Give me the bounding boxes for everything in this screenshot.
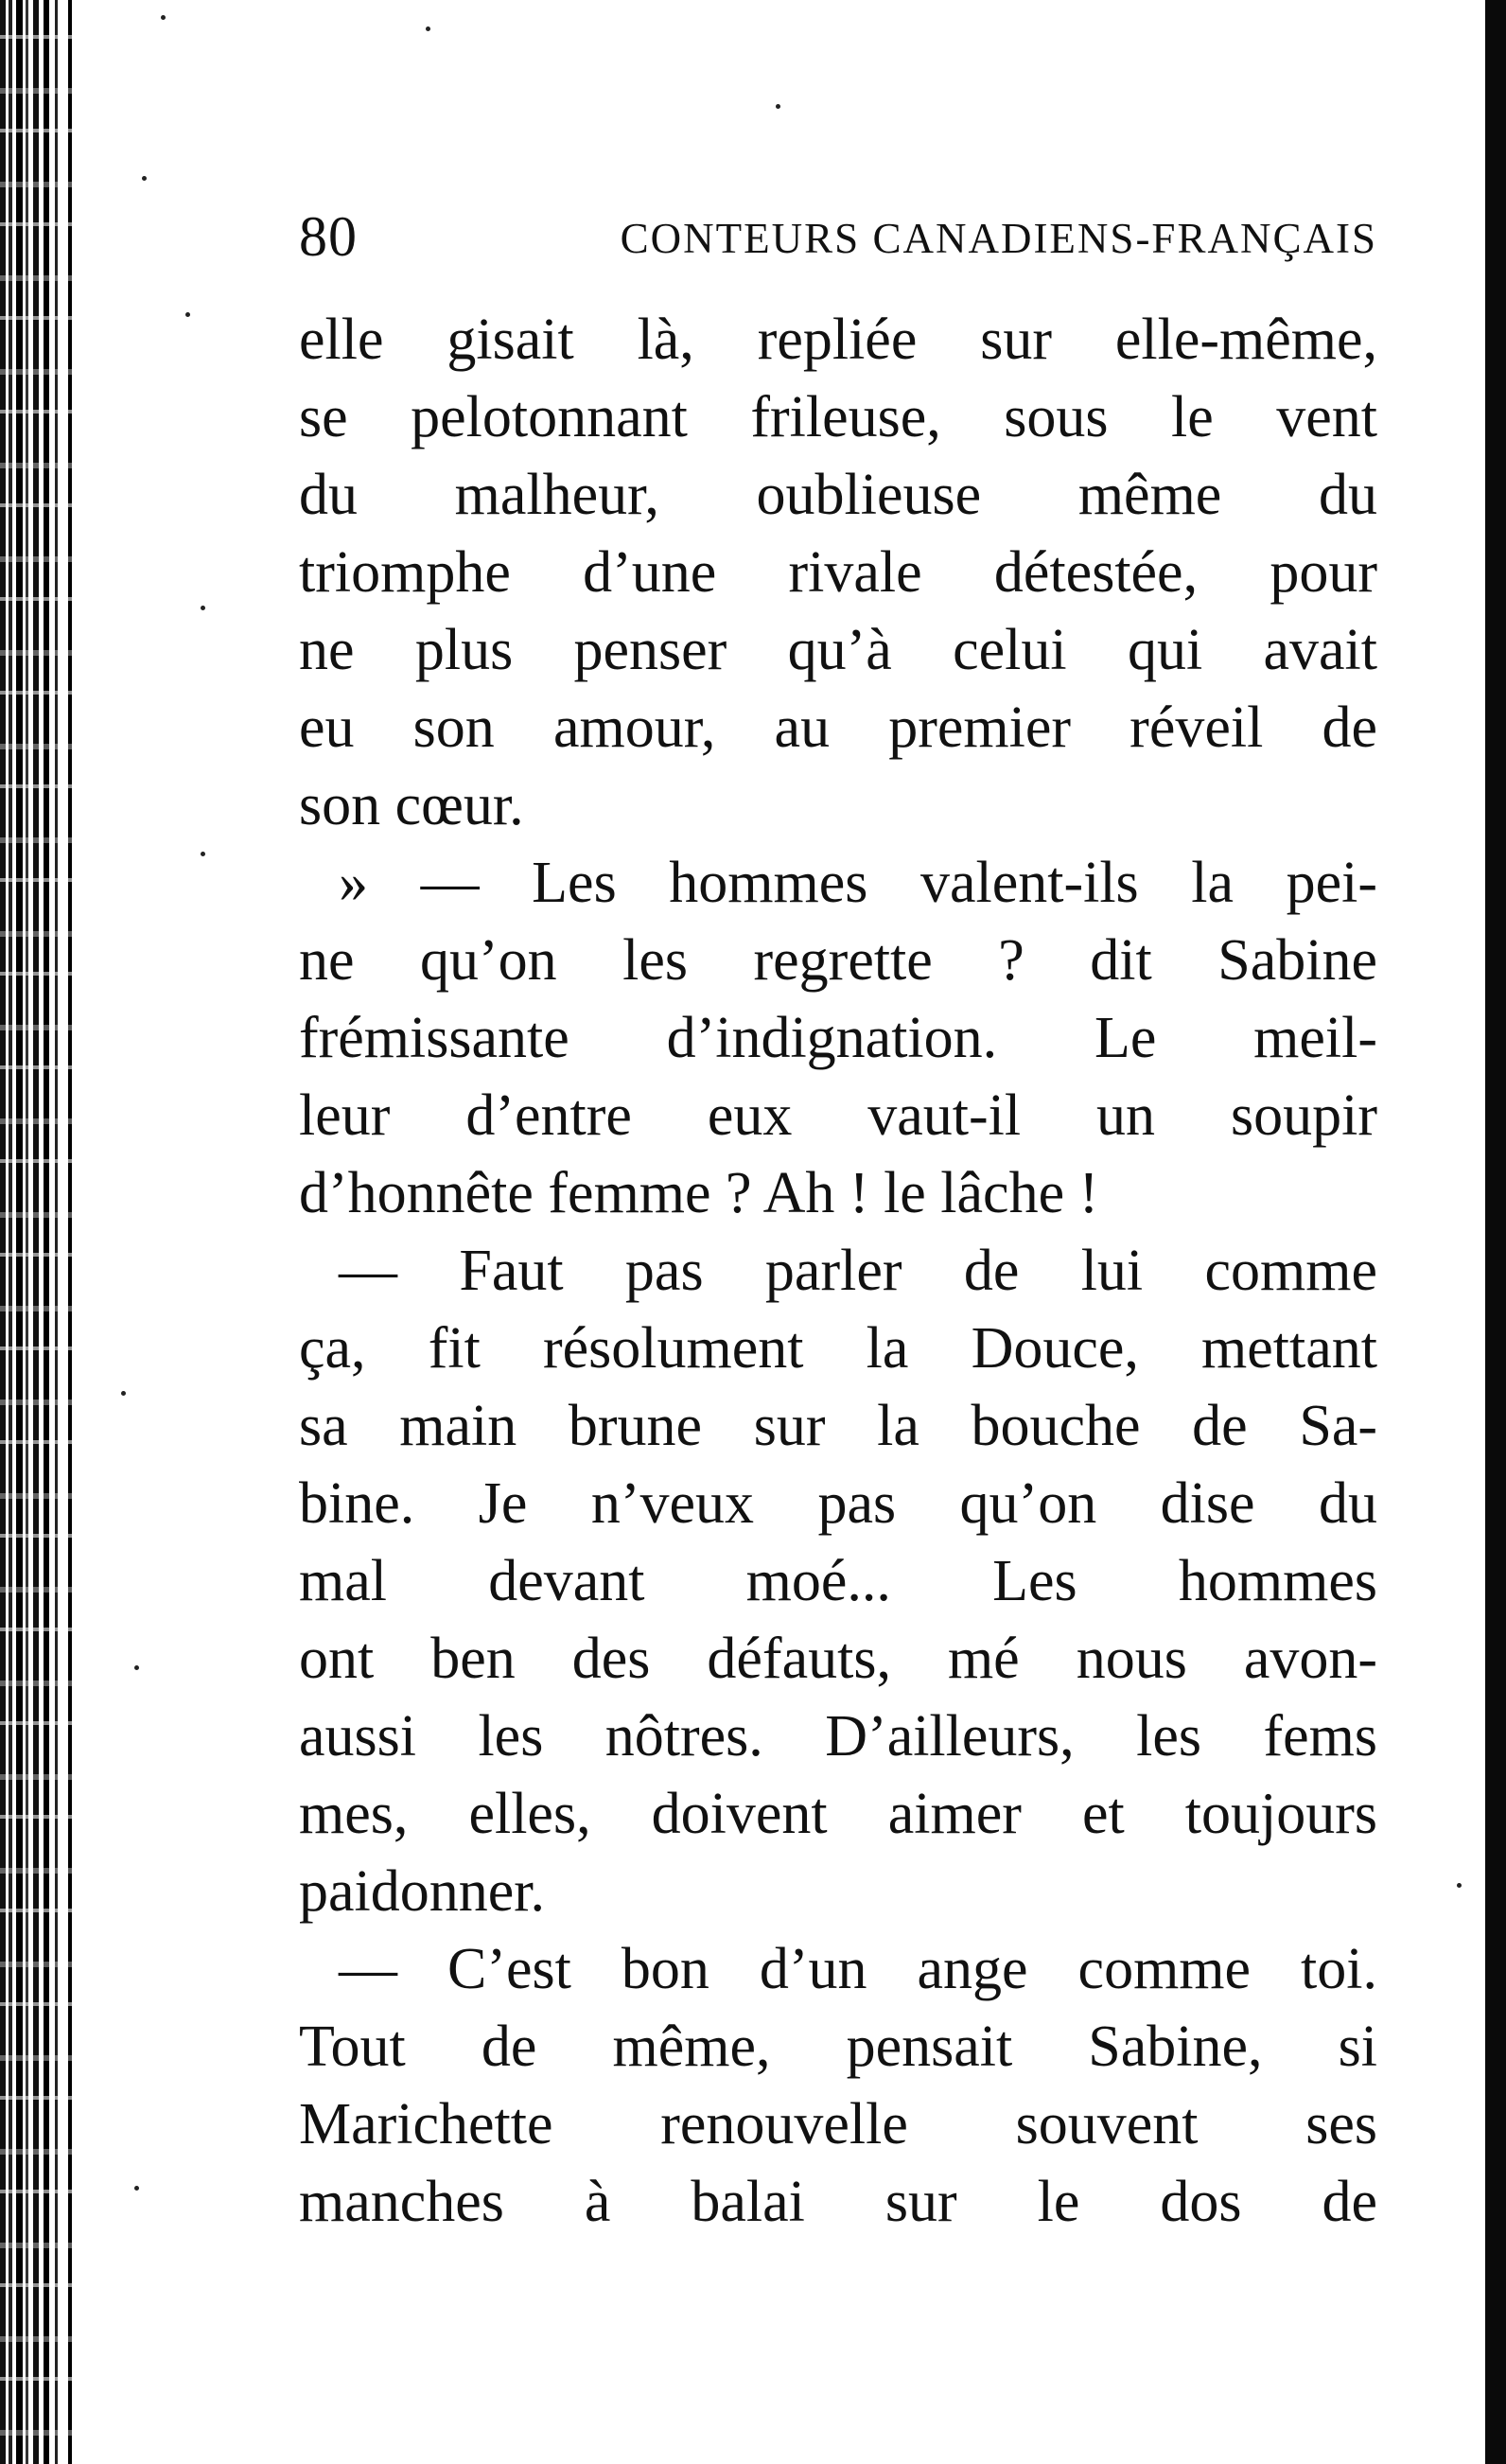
text-line: » — Les hommes valent-ils la pei- [339,851,1377,915]
text-line: mes, elles, doivent aimer et toujours [299,1782,1377,1846]
scanned-gutter-noise [0,0,95,2464]
text-line: manches à balai sur le dos de [299,2170,1377,2234]
scan-speck [1457,1883,1462,1888]
scan-speck [426,26,430,31]
text-line: se pelotonnant frileuse, sous le vent [299,385,1377,449]
text-line: mal devant moé... Les hommes [299,1549,1377,1613]
scan-speck [201,852,205,856]
body-text [299,301,1377,2241]
scan-speck [121,1391,126,1396]
scan-speck [161,15,166,20]
text-line: frémissante d’indignation. Le meil- [299,1006,1377,1070]
text-line: d’honnête femme ? Ah ! le lâche ! [299,1161,1099,1225]
text-line: ont ben des défauts, mé nous avon- [299,1627,1377,1691]
text-line: bine. Je n’veux pas qu’on dise du [299,1471,1377,1536]
text-line: — C’est bon d’un ange comme toi. [339,1937,1377,2001]
text-line: Marichette renouvelle souvent ses [299,2092,1377,2156]
scan-speck [142,176,147,181]
text-line: — Faut pas parler de lui comme [339,1239,1377,1303]
text-line: ne plus penser qu’à celui qui avait [299,618,1377,682]
text-line: eu son amour, au premier réveil de [299,695,1377,760]
text-line: du malheur, oublieuse même du [299,463,1377,527]
text-line: ça, fit résolument la Douce, mettant [299,1316,1377,1381]
page-edge [1485,0,1506,2464]
book-title: CONTEURS CANADIENS-FRANÇAIS [620,215,1377,262]
text-line: aussi les nôtres. D’ailleurs, les fems [299,1704,1377,1769]
text-line: Tout de même, pensait Sabine, si [299,2015,1377,2079]
scan-speck [776,104,780,109]
page-number: 80 [299,205,358,268]
text-line: paidonner. [299,1859,545,1924]
text-line: sa main brune sur la bouche de Sa- [299,1394,1377,1458]
text-line: son cœur. [299,773,524,837]
scan-speck [185,312,190,317]
text-line: triomphe d’une rivale détestée, pour [299,540,1377,605]
scan-speck [134,1665,139,1670]
running-head [299,204,1377,271]
scan-speck [201,606,205,610]
text-line: elle gisait là, repliée sur elle-même, [299,308,1377,372]
text-line: ne qu’on les regrette ? dit Sabine [299,928,1377,993]
scan-speck [134,2186,139,2191]
text-line: leur d’entre eux vaut-il un soupir [299,1083,1377,1148]
